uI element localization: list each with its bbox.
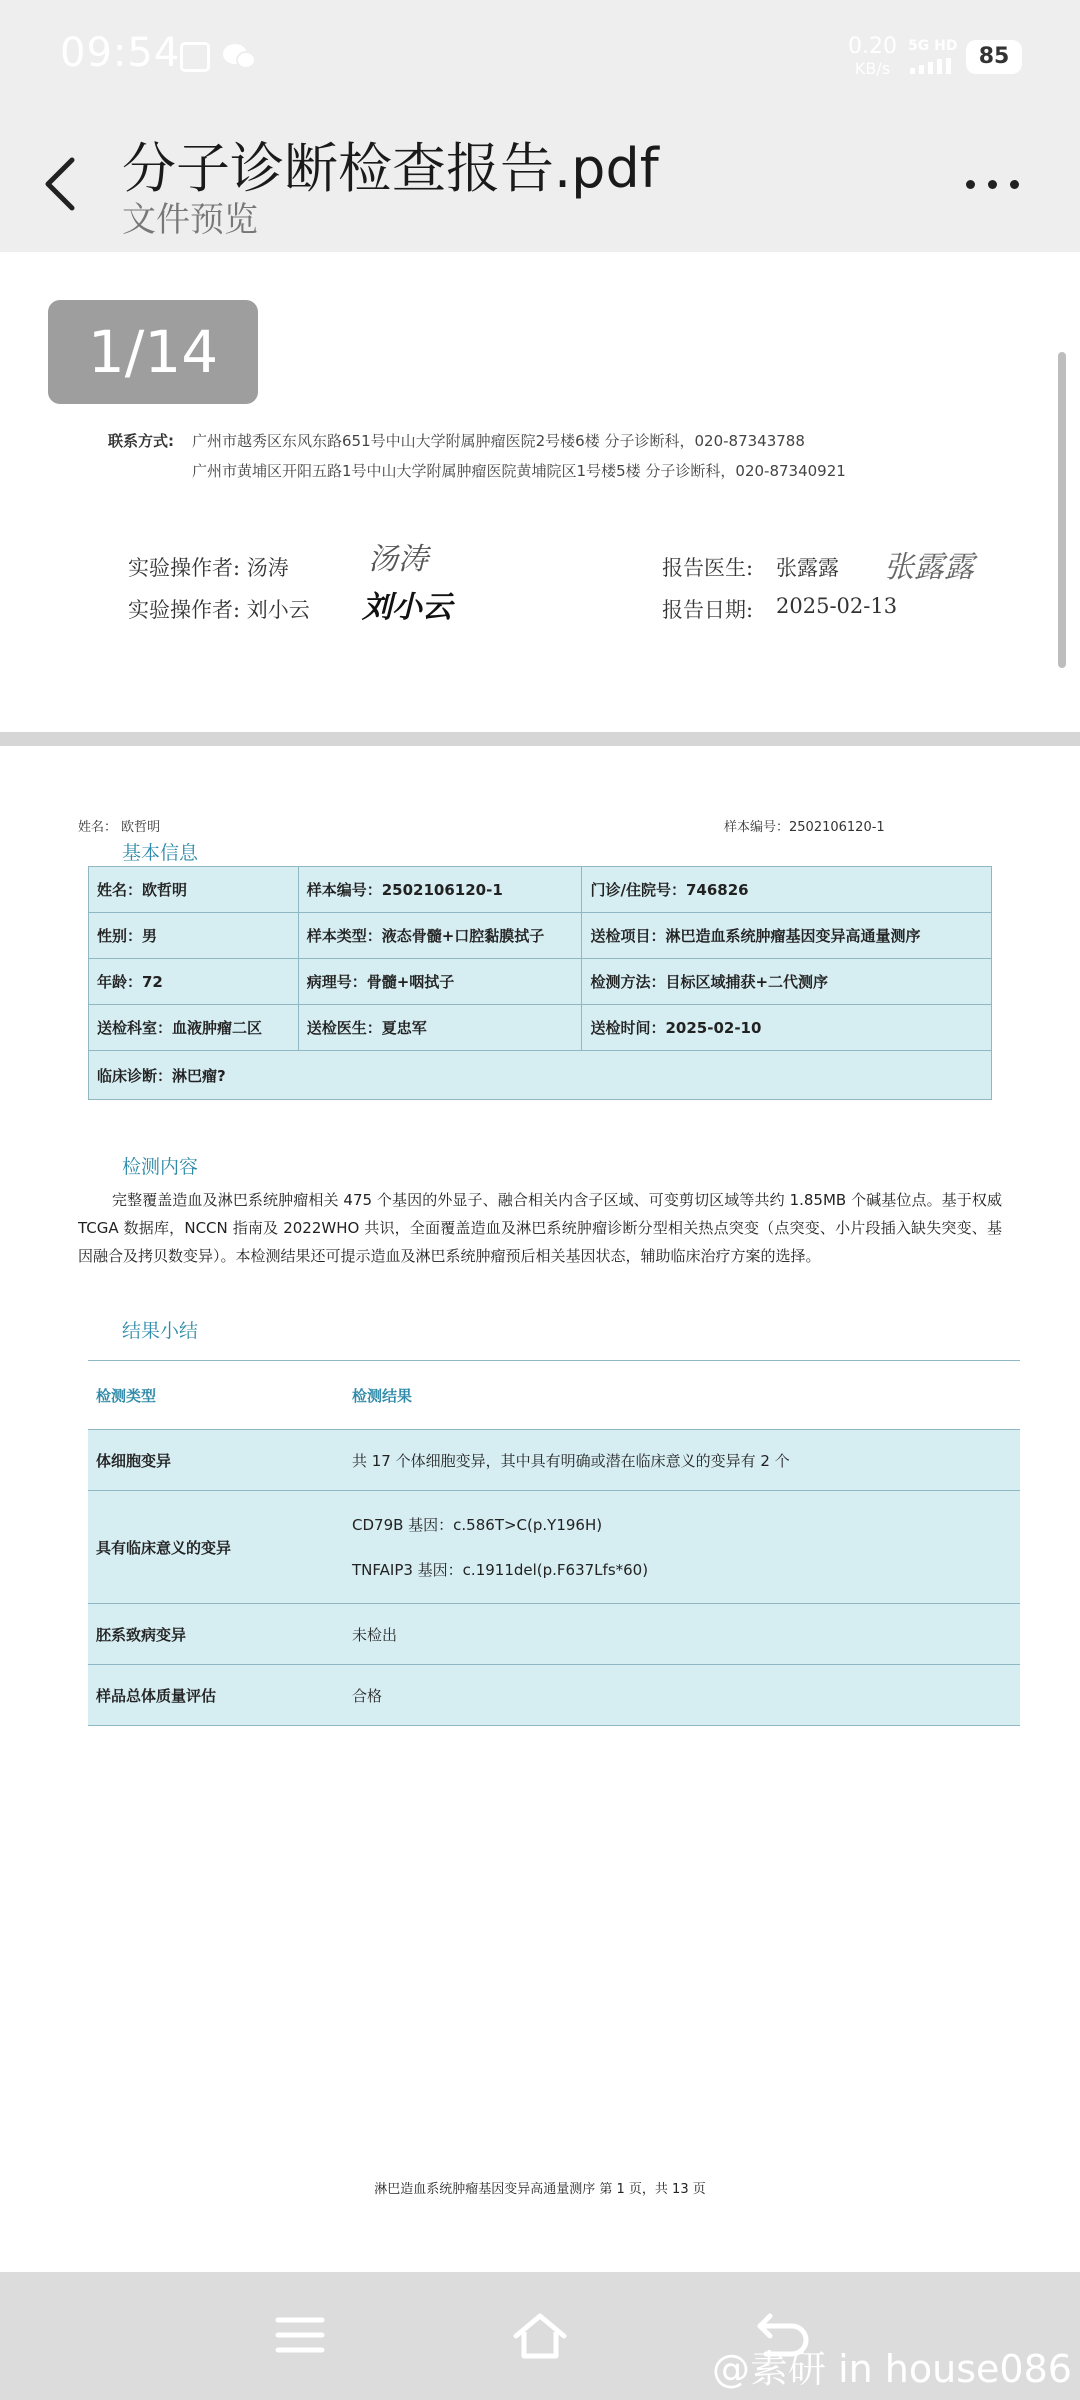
network-type: 5G HD — [908, 38, 958, 54]
table-cell: 性别：男 — [89, 913, 299, 959]
battery-indicator: 85 — [966, 40, 1022, 74]
net-speed: 0.20 KB/s — [848, 34, 897, 78]
table-cell: 病理号：骨髓+咽拭子 — [298, 959, 582, 1005]
watermark: @素研 in house086 — [712, 2347, 1072, 2391]
calendar-icon — [180, 42, 210, 72]
table-row — [89, 913, 992, 959]
file-subtitle: 文件预览 — [122, 200, 258, 240]
app-header — [0, 112, 1080, 252]
signal-icon — [910, 58, 958, 74]
header-sample-id: 样本编号：2502106120-1 — [724, 820, 885, 835]
status-bar — [0, 0, 1080, 112]
result-value: 共 17 个体细胞变异，其中具有明确或潜在临床意义的变异有 2 个 — [352, 1451, 790, 1470]
table-cell: 年龄：72 — [89, 959, 299, 1005]
variant-2: TNFAIP3 基因：c.1911del(p.F637Lfs*60) — [352, 1561, 649, 1579]
detection-content-text: 完整覆盖造血及淋巴系统肿瘤相关 475 个基因的外显子、融合相关内含子区域、可变剪切区域等共约 1.85MB 个碱基位点。基于权威 TCGA 数据库，NCCN 指南及 2022WHO 共识，全面覆盖造血及淋巴系统肿瘤诊断分型相关热点突变（点突变、小片段插入缺失突变、基因融合及拷贝数变异）。本检测结果还可提示造血及淋巴系统肿瘤预后相关基因状态，辅助临床治疗方案的选择。 — [78, 1191, 1002, 1265]
column-header: 检测类型 — [96, 1386, 157, 1405]
result-value: 未检出 — [352, 1625, 398, 1644]
result-value: 合格 — [352, 1686, 383, 1705]
operator-2-signature: 刘小云 — [362, 590, 452, 625]
table-row — [89, 867, 992, 913]
table-row — [89, 1051, 992, 1100]
table-header-row — [88, 1361, 1020, 1430]
document-viewport[interactable] — [0, 252, 1080, 2272]
table-row — [88, 1430, 1020, 1491]
doctor-signature: 张露露 — [884, 550, 974, 585]
table-cell: 送检医生：夏忠军 — [298, 1005, 582, 1051]
table-cell: 门诊/住院号：746826 — [582, 867, 992, 913]
result-value — [352, 1514, 1020, 1580]
result-summary-table — [88, 1360, 1020, 1726]
home-icon[interactable] — [510, 2310, 570, 2360]
table-row — [88, 1491, 1020, 1604]
table-row — [89, 1005, 992, 1051]
page-footer: 淋巴造血系统肿瘤基因变异高通量测序 第 1 页，共 13 页 — [374, 2182, 706, 2197]
report-date: 2025-02-13 — [776, 594, 898, 618]
date-label: 报告日期: — [662, 598, 754, 622]
table-cell: 检测方法：目标区域捕获+二代测序 — [582, 959, 992, 1005]
scrollbar-thumb[interactable] — [1058, 352, 1066, 668]
doctor-name: 张露露 — [776, 556, 839, 580]
table-row — [89, 959, 992, 1005]
operator-1-signature: 汤涛 — [368, 542, 428, 577]
header-patient-name: 姓名： 欧哲明 — [78, 820, 161, 835]
contact-line-2: 广州市黄埔区开阳五路1号中山大学附属肿瘤医院黄埔院区1号楼5楼 分子诊断科，020-87340921 — [192, 462, 846, 480]
table-cell: 送检科室：血液肿瘤二区 — [89, 1005, 299, 1051]
page-indicator: 1/14 — [48, 300, 258, 404]
wechat-icon — [222, 42, 256, 70]
back-arrow-icon[interactable] — [38, 152, 82, 216]
menu-icon[interactable] — [270, 2310, 330, 2360]
file-title: 分子诊断检查报告.pdf — [122, 137, 659, 200]
table-cell: 样本类型：液态骨髓+口腔黏膜拭子 — [298, 913, 582, 959]
table-cell: 样本编号：2502106120-1 — [298, 867, 582, 913]
table-row — [88, 1665, 1020, 1726]
page-separator — [0, 732, 1080, 746]
basic-info-title: 基本信息 — [122, 842, 199, 864]
clinical-diagnosis: 临床诊断：淋巴瘤? — [89, 1051, 992, 1100]
table-cell: 送检项目：淋巴造血系统肿瘤基因变异高通量测序 — [582, 913, 992, 959]
table-cell: 送检时间：2025-02-10 — [582, 1005, 992, 1051]
result-summary-title: 结果小结 — [122, 1320, 199, 1342]
contact-label: 联系方式: — [108, 432, 174, 450]
column-header: 检测结果 — [352, 1386, 413, 1405]
operator-1: 实验操作者: 汤涛 — [128, 556, 289, 580]
result-type: 体细胞变异 — [96, 1451, 172, 1470]
detection-content-title: 检测内容 — [122, 1156, 199, 1178]
result-type: 样品总体质量评估 — [96, 1686, 217, 1705]
contact-line-1: 广州市越秀区东风东路651号中山大学附属肿瘤医院2号楼6楼 分子诊断科，020-87343788 — [192, 432, 805, 450]
pdf-page-2 — [0, 746, 1080, 2272]
operator-2: 实验操作者: 刘小云 — [128, 598, 310, 622]
basic-info-table — [88, 866, 992, 1100]
more-options-icon[interactable] — [964, 164, 1024, 204]
status-time: 09:54 — [60, 30, 181, 76]
result-type: 胚系致病变异 — [96, 1625, 187, 1644]
variant-1: CD79B 基因：c.586T>C(p.Y196H) — [352, 1516, 603, 1534]
table-row — [88, 1604, 1020, 1665]
result-type: 具有临床意义的变异 — [96, 1538, 232, 1557]
table-cell: 姓名：欧哲明 — [89, 867, 299, 913]
doctor-label: 报告医生: — [662, 556, 754, 580]
